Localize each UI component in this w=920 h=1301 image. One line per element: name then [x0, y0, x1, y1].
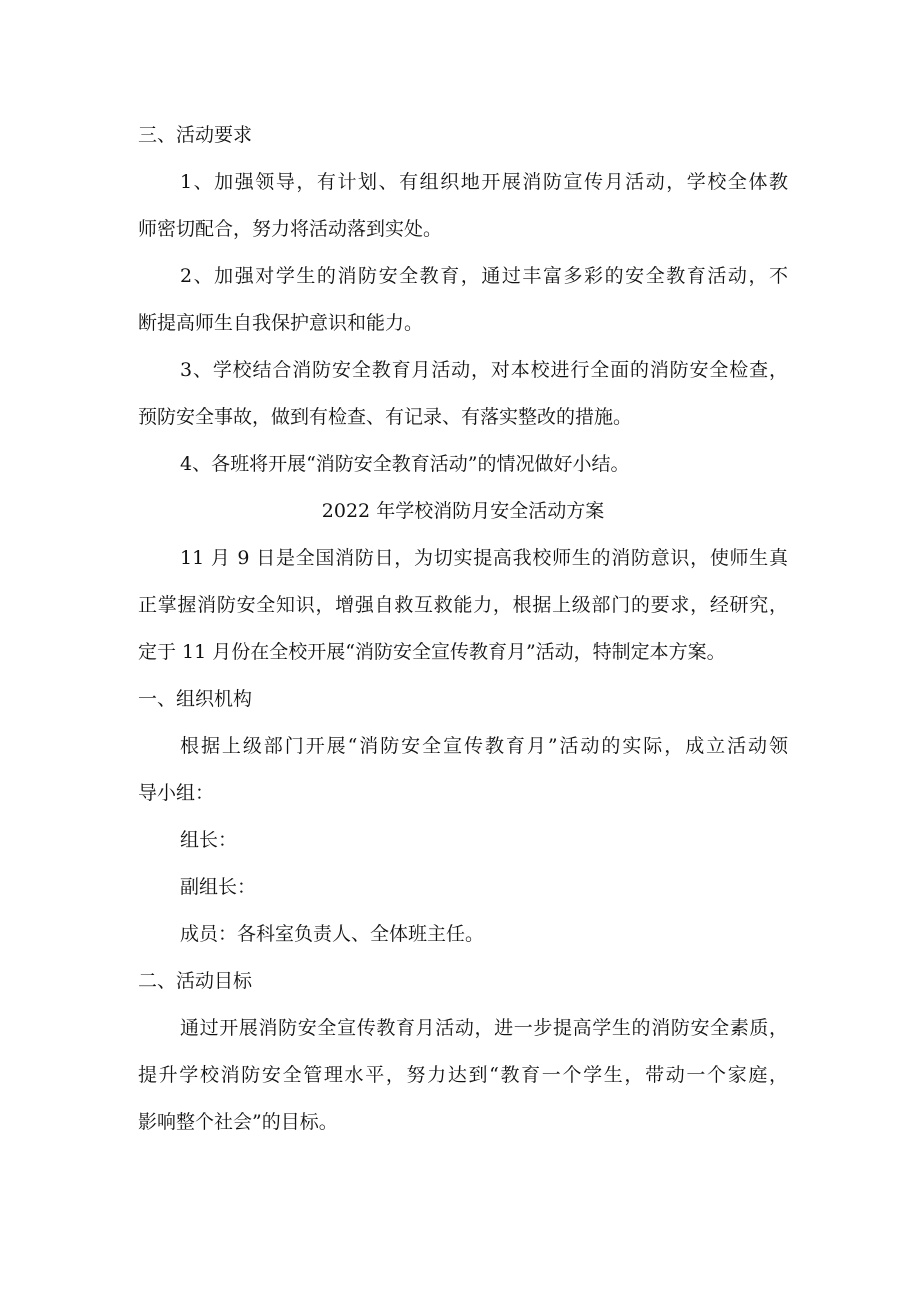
- intro-line-2: 正掌握消防安全知识，增强自救互救能力，根据上级部门的要求，经研究，: [138, 594, 788, 616]
- section-heading-organization: 一、组织机构: [138, 688, 253, 710]
- vice-leader-line: 副组长：: [180, 876, 257, 898]
- intro-line-3: 定于 11 月份在全校开展“消防安全宣传教育月”活动，特制定本方案。: [138, 641, 726, 663]
- requirement-2-line-1: 2、加强对学生的消防安全教育，通过丰富多彩的安全教育活动，不: [180, 265, 788, 287]
- plan-title: 2022 年学校消防月安全活动方案: [321, 500, 605, 522]
- requirement-2-line-2: 断提高师生自我保护意识和能力。: [138, 312, 424, 334]
- requirement-4: 4、各班将开展“消防安全教育活动”的情况做好小结。: [180, 453, 630, 475]
- section-heading-goals: 二、活动目标: [138, 970, 253, 992]
- goal-line-3: 影响整个社会”的目标。: [138, 1111, 338, 1133]
- requirement-1-line-2: 师密切配合，努力将活动落到实处。: [138, 218, 443, 240]
- organization-line-2: 导小组：: [138, 782, 215, 804]
- intro-line-1: 11 月 9 日是全国消防日，为切实提高我校师生的消防意识，使师生真: [180, 547, 788, 569]
- requirement-3-line-1: 3、学校结合消防安全教育月活动，对本校进行全面的消防安全检查，: [180, 359, 788, 381]
- leader-line: 组长：: [180, 829, 238, 851]
- section-heading-requirements: 三、活动要求: [138, 124, 253, 146]
- organization-line-1: 根据上级部门开展“消防安全宣传教育月”活动的实际，成立活动领: [180, 735, 788, 757]
- requirement-1-line-1: 1、加强领导，有计划、有组织地开展消防宣传月活动，学校全体教: [180, 171, 788, 193]
- requirement-3-line-2: 预防安全事故，做到有检查、有记录、有落实整改的措施。: [138, 406, 633, 428]
- goal-line-1: 通过开展消防安全宣传教育月活动，进一步提高学生的消防安全素质，: [180, 1017, 788, 1039]
- goal-line-2: 提升学校消防安全管理水平，努力达到“教育一个学生，带动一个家庭，: [138, 1064, 788, 1086]
- document-page: [138, 112, 788, 1146]
- members-line: 成员：各科室负责人、全体班主任。: [180, 923, 485, 945]
